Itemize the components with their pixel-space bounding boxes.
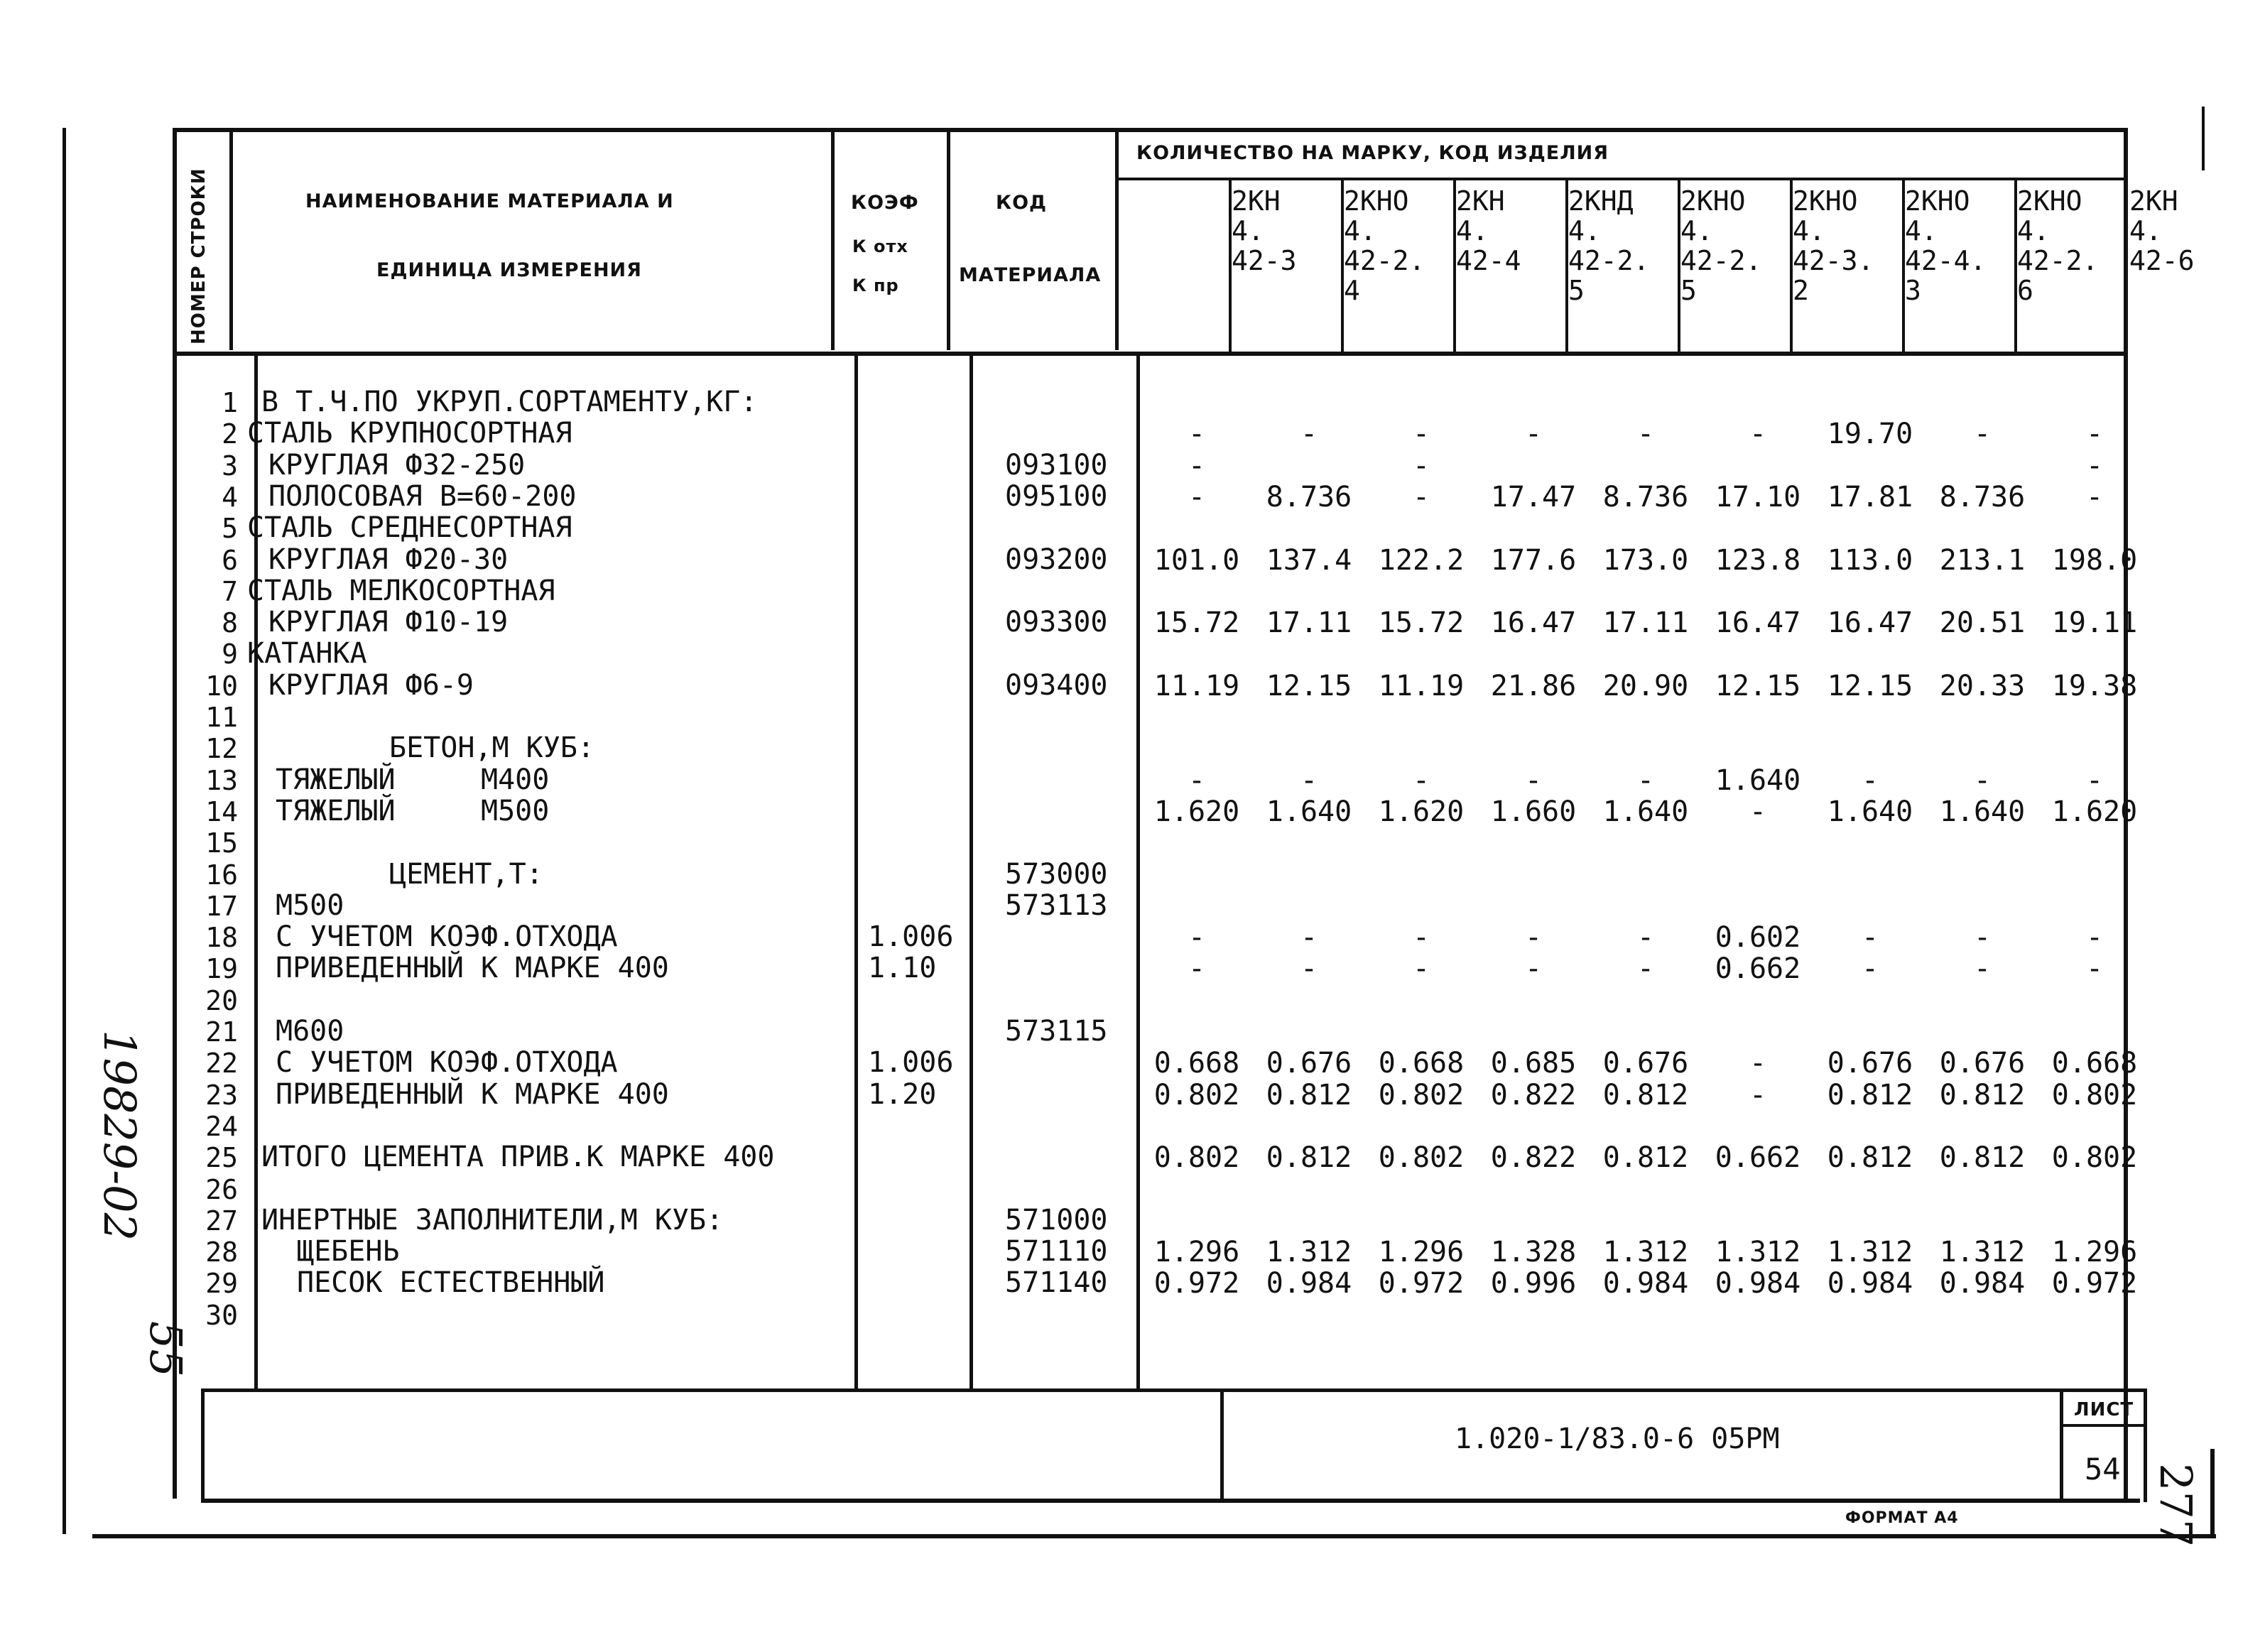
footer-mid-div [1220,1389,1224,1502]
quantity-cell: 12.15 [1715,669,1801,702]
quantity-cell: - [1861,921,1879,955]
material-code: 573115 [1005,1015,1108,1048]
quantity-cell: 0.676 [1827,1047,1913,1080]
material-name: СТАЛЬ МЕЛКОСОРТНАЯ [247,574,555,607]
product-code-line: 42-2. [2017,245,2099,276]
material-code: 573113 [1005,889,1108,922]
product-code-line: 4. [1344,215,1376,246]
quantity-cell: 0.812 [1827,1141,1913,1175]
quantity-cell: 0.984 [1266,1267,1352,1300]
document-code: 1.020-1/83.0-6 05РМ [1455,1423,1780,1455]
coef-waste-sub: К отх [852,237,908,256]
quantity-cell: 1.312 [1715,1236,1801,1269]
quantity-cell: 1.312 [1827,1236,1913,1269]
quantity-cell: 20.33 [1939,669,2026,702]
quantity-cell: 17.47 [1490,480,1577,513]
product-code-line: 2КН [2129,185,2178,217]
quantity-cell: 137.4 [1266,543,1352,577]
quantity-cell: - [1636,763,1655,797]
quantity-cell: - [1524,763,1543,797]
material-name: ПРИВЕДЕННЫЙ К МАРКЕ 400 [276,1077,669,1111]
quantity-cell: 15.72 [1378,607,1465,640]
material-name: ЦЕМЕНТ,Т: [389,857,543,891]
material-name: СТАЛЬ КРУПНОСОРТНАЯ [247,417,572,450]
product-code-line: 2КНО [1793,185,1858,217]
code-header-2: МАТЕРИАЛА [959,264,1102,286]
sheet-number: 54 [2085,1452,2121,1487]
product-code-line: 6 [2017,275,2033,306]
right-stamp-number: 277 [2150,1463,2202,1548]
row-number: 4 [222,481,238,513]
row-number-header: НОМЕР СТРОКИ [188,168,210,344]
frame-left [173,128,177,1499]
quantity-cell: 0.802 [1153,1141,1240,1175]
row-number: 9 [222,638,238,670]
quantity-cell: - [1412,952,1430,986]
footer-right-line [2144,1389,2147,1502]
quantity-cell: 20.51 [1939,607,2026,640]
quantity-cell: - [1300,952,1318,986]
row-number: 6 [222,544,238,576]
coefficient: 1.10 [868,952,937,985]
quantity-cell: 113.0 [1827,543,1913,577]
quantity-header: КОЛИЧЕСТВО НА МАРКУ, КОД ИЗДЕЛИЯ [1136,142,1609,164]
quantity-cell: - [1749,1078,1767,1112]
quantity-cell: - [2085,480,2104,513]
quantity-cell: 15.72 [1153,607,1240,640]
quantity-cell: - [2085,952,2104,986]
material-code: 573000 [1005,857,1108,891]
qty-header-sep [1115,178,2126,180]
col-div-name-body [854,355,858,1389]
quantity-cell: 0.972 [1378,1267,1465,1300]
quantity-cell: 0.984 [1602,1267,1689,1300]
product-code-line: 4. [1456,215,1489,246]
product-code-line: 2КНО [1344,185,1409,217]
coefficient: 1.20 [868,1077,937,1111]
quantity-cell: 0.812 [1266,1078,1352,1112]
quantity-cell: - [1412,480,1430,513]
quantity-cell: 8.736 [1602,480,1689,513]
material-name: С УЧЕТОМ КОЭФ.ОТХОДА [276,1046,618,1080]
quantity-cell: 1.296 [1378,1236,1465,1269]
row-number: 13 [205,764,238,796]
product-code-line: 42-3. [1793,245,1874,276]
quantity-cell: - [1300,418,1318,451]
material-name: КРУГЛАЯ Ф6-9 [268,668,474,702]
quantity-cell: 1.620 [1153,795,1240,828]
material-name: ПЕСОК ЕСТЕСТВЕННЫЙ [297,1266,605,1300]
product-code-line: 4. [1232,215,1264,246]
row-number: 27 [205,1205,238,1237]
material-code: 093200 [1005,543,1108,576]
row-number: 20 [205,984,238,1016]
quantity-cell: 19.70 [1827,418,1913,451]
row-number: 22 [205,1048,238,1080]
product-code-line: 4. [2017,215,2050,246]
quantity-cell: - [1524,921,1543,955]
quantity-cell: 0.602 [1715,921,1801,955]
coefficient: 1.006 [868,920,954,954]
quantity-cell: - [2085,449,2104,482]
coef-header: КОЭФ [851,192,919,214]
quantity-cell: 1.620 [2051,795,2138,828]
quantity-cell: 123.8 [1715,543,1801,577]
quantity-cell: - [1861,763,1879,797]
product-code-line: 42-4 [1456,245,1521,276]
coefficient: 1.006 [868,1046,954,1080]
quantity-cell: 1.660 [1490,795,1577,828]
quantity-cell: - [1973,921,1992,955]
quantity-cell: 17.10 [1715,480,1801,513]
quantity-cell: 16.47 [1827,607,1913,640]
material-name-header-1: НАИМЕНОВАНИЕ МАТЕРИАЛА И [305,190,674,212]
row-number: 10 [205,670,238,702]
row-number: 30 [205,1299,238,1331]
product-code-line: 42-3 [1232,245,1297,276]
quantity-cell: 1.312 [1602,1236,1689,1269]
quantity-cell: - [1188,449,1206,482]
row-number: 7 [222,575,238,607]
quantity-cell: 1.312 [1939,1236,2026,1269]
frame-bottom [201,1499,2140,1503]
quantity-cell: 0.802 [1153,1078,1240,1112]
quantity-cell: 0.972 [2051,1267,2138,1300]
row-number: 18 [205,922,238,954]
material-code: 095100 [1005,479,1108,513]
quantity-cell: 0.676 [1602,1047,1689,1080]
quantity-cell: 16.47 [1490,607,1577,640]
quantity-cell: - [2085,921,2104,955]
product-code-header [2017,186,2098,305]
quantity-cell: 0.662 [1715,952,1801,986]
quantity-cell: 1.640 [1602,795,1689,828]
quantity-cell: 11.19 [1378,669,1465,702]
quantity-cell: 12.15 [1827,669,1913,702]
product-code-line: 2 [1793,275,1809,306]
quantity-cell: 213.1 [1939,543,2026,577]
material-name: ИНЕРТНЫЕ ЗАПОЛНИТЕЛИ,М КУБ: [261,1203,724,1237]
material-code: 571140 [1005,1266,1108,1300]
quantity-cell: - [1636,418,1655,451]
quantity-cell: 1.640 [1939,795,2026,828]
material-name: ПРИВЕДЕННЫЙ К МАРКЕ 400 [276,952,669,985]
material-name: КРУГЛАЯ Ф32-250 [268,448,526,482]
quantity-cell: 1.296 [1153,1236,1240,1269]
product-code-header [2129,186,2195,276]
quantity-cell: 0.668 [1153,1047,1240,1080]
quantity-cell: - [1412,449,1430,482]
row-number: 21 [205,1016,238,1048]
quantity-cell: 17.11 [1602,607,1689,640]
row-number: 23 [205,1079,238,1111]
quantity-cell: 0.802 [2051,1078,2138,1112]
product-code-line: 42-2. [1344,245,1425,276]
material-code: 093100 [1005,448,1108,482]
product-code-header [1344,186,1425,305]
quantity-cell: 0.676 [1266,1047,1352,1080]
quantity-cell: 0.984 [1715,1267,1801,1300]
product-code-line: 2КН [1456,185,1505,217]
col-div-rownum-body [254,355,258,1389]
quantity-cell: 17.11 [1266,607,1352,640]
quantity-cell: 0.984 [1939,1267,2026,1300]
col-div-coef-body [969,355,973,1389]
quantity-cell: - [1636,921,1655,955]
quantity-cell: 0.662 [1715,1141,1801,1175]
material-name: ПОЛОСОВАЯ В=60-200 [268,479,577,513]
quantity-cell: - [1188,418,1206,451]
material-name-header-2: ЕДИНИЦА ИЗМЕРЕНИЯ [376,259,642,281]
material-name: ТЯЖЕЛЫЙ М400 [276,763,550,796]
material-name: КРУГЛАЯ Ф20-30 [268,543,509,576]
quantity-cell: 101.0 [1153,543,1240,577]
quantity-cell: 0.812 [1602,1078,1689,1112]
row-number: 14 [205,795,238,827]
product-code-line: 4. [1680,215,1713,246]
material-code: 093300 [1005,606,1108,639]
product-code-line: 4. [1568,215,1601,246]
row-number: 25 [205,1142,238,1174]
quantity-cell: 12.15 [1266,669,1352,702]
row-number: 17 [205,890,238,922]
quantity-cell: 20.90 [1602,669,1689,702]
row-number: 16 [205,859,238,891]
material-name: С УЧЕТОМ КОЭФ.ОТХОДА [276,920,618,954]
product-code-line: 4. [2129,215,2162,246]
row-number: 28 [205,1237,238,1268]
col-div-code [1115,128,1119,350]
quantity-cell: 1.640 [1827,795,1913,828]
product-code-line: 42-6 [2129,245,2195,276]
material-name: ИТОГО ЦЕМЕНТА ПРИВ.К МАРКЕ 400 [261,1141,775,1174]
quantity-cell: 0.822 [1490,1078,1577,1112]
quantity-cell: 0.996 [1490,1267,1577,1300]
quantity-cell: - [1412,418,1430,451]
footer-sheet-div [2060,1389,2063,1502]
quantity-cell: 1.328 [1490,1236,1577,1269]
quantity-cell: - [1749,1047,1767,1080]
row-number: 11 [205,702,238,733]
product-code-line: 5 [1680,275,1697,306]
product-code-line: 2КНД [1568,185,1634,217]
row-number: 19 [205,953,238,985]
col-div-rownum [229,128,233,350]
material-name: СТАЛЬ СРЕДНЕСОРТНАЯ [247,511,572,545]
quantity-cell: 173.0 [1602,543,1689,577]
quantity-cell: 8.736 [1939,480,2026,513]
quantity-cell: - [1749,418,1767,451]
quantity-cell: 0.668 [2051,1047,2138,1080]
quantity-cell: 1.640 [1266,795,1352,828]
row-number: 12 [205,733,238,765]
row-number: 1 [222,387,238,418]
row-number: 2 [222,418,238,450]
footer-left-line [201,1389,205,1502]
quantity-cell: - [1412,921,1430,955]
outer-left-margin-line [63,128,66,1534]
material-name: БЕТОН,М КУБ: [389,732,594,765]
quantity-cell: - [2085,763,2104,797]
footer-top-line [201,1389,2147,1392]
quantity-cell: 1.640 [1715,763,1801,797]
quantity-cell: - [1188,952,1206,986]
col-div-coef [947,128,950,350]
quantity-cell: - [1749,795,1767,828]
quantity-cell: 0.676 [1939,1047,2026,1080]
product-code-line: 2КНО [1905,185,1970,217]
quantity-cell: 16.47 [1715,607,1801,640]
quantity-cell: 122.2 [1378,543,1465,577]
sheet-label: ЛИСТ [2074,1399,2134,1420]
product-code-header [1793,186,1874,305]
material-name: ТЯЖЕЛЫЙ М500 [276,794,550,827]
quantity-cell: 0.812 [1266,1141,1352,1175]
material-name: ЩЕБЕНЬ [297,1235,400,1268]
margin-page-number: 55 [140,1321,192,1377]
product-code-header [1568,186,1649,305]
outer-bottom-line [92,1534,2216,1538]
quantity-cell: - [1188,921,1206,955]
product-code-header [1232,186,1297,276]
col-div-name [831,128,835,350]
header-bottom-line [173,352,2126,356]
quantity-cell: - [1861,952,1879,986]
row-number: 26 [205,1173,238,1205]
product-code-line: 4. [1793,215,1825,246]
row-number: 24 [205,1110,238,1142]
quantity-cell: 19.38 [2051,669,2138,702]
product-code-line: 3 [1905,275,1921,306]
product-code-line: 42-2. [1568,245,1650,276]
coef-reduced-sub: К пр [852,276,899,295]
quantity-cell: 17.81 [1827,480,1913,513]
quantity-cell: 0.685 [1490,1047,1577,1080]
quantity-cell: 11.19 [1153,669,1240,702]
product-code-line: 2КН [1232,185,1281,217]
material-code: 093400 [1005,668,1108,702]
quantity-cell: 1.620 [1378,795,1465,828]
product-code-line: 42-2. [1680,245,1762,276]
quantity-cell: 177.6 [1490,543,1577,577]
quantity-cell: 0.812 [1827,1078,1913,1112]
quantity-cell: 0.812 [1602,1141,1689,1175]
quantity-cell: 1.296 [2051,1236,2138,1269]
material-name: КАТАНКА [247,637,367,670]
quantity-cell: - [1973,952,1992,986]
material-name: М500 [276,889,344,922]
quantity-cell: - [1188,763,1206,797]
quantity-cell: 0.812 [1939,1078,2026,1112]
col-div-code-body [1136,355,1140,1389]
product-code-line: 4. [1905,215,1938,246]
material-name: М600 [276,1015,344,1048]
margin-doc-number: 19829-02 [94,1030,146,1241]
quantity-cell: 0.802 [2051,1141,2138,1175]
row-number: 15 [205,827,238,859]
quantity-cell: - [1524,952,1543,986]
row-number: 29 [205,1268,238,1300]
quantity-cell: 0.812 [1939,1141,2026,1175]
format-label: ФОРМАТ А4 [1845,1509,1959,1527]
quantity-cell: 0.802 [1378,1078,1465,1112]
quantity-cell: - [1412,763,1430,797]
material-code: 571110 [1005,1235,1108,1268]
quantity-cell: 0.984 [1827,1267,1913,1300]
quantity-cell: - [1300,763,1318,797]
quantity-cell: - [1524,418,1543,451]
product-code-line: 5 [1568,275,1585,306]
material-name: В Т.Ч.ПО УКРУП.СОРТАМЕНТУ,КГ: [261,386,758,418]
product-code-line: 2КНО [1680,185,1746,217]
product-code-header [1680,186,1761,305]
row-number: 5 [222,513,238,545]
quantity-cell: - [1636,952,1655,986]
product-code-line: 2КНО [2017,185,2082,217]
quantity-cell: 0.668 [1378,1047,1465,1080]
quantity-cell: 21.86 [1490,669,1577,702]
code-header-1: КОД [996,192,1048,214]
footer-sheet-sep [2060,1424,2145,1427]
product-code-header [1905,186,1986,305]
quantity-cell: - [1973,763,1992,797]
quantity-cell: 0.972 [1153,1267,1240,1300]
quantity-cell: - [1973,418,1992,451]
quantity-cell: - [1300,921,1318,955]
outer-right-margin-line [2202,107,2205,170]
quantity-cell: - [1188,480,1206,513]
outer-right-line [2210,1449,2215,1538]
quantity-cell: 0.822 [1490,1141,1577,1175]
quantity-cell: 198.0 [2051,543,2138,577]
quantity-cell: 1.312 [1266,1236,1352,1269]
row-number: 3 [222,450,238,482]
row-number: 8 [222,607,238,639]
product-code-header [1456,186,1521,276]
quantity-cell: 19.11 [2051,607,2138,640]
product-code-line: 4 [1344,275,1360,306]
quantity-cell: 8.736 [1266,480,1352,513]
material-name: КРУГЛАЯ Ф10-19 [268,606,509,639]
frame-top [173,128,2126,132]
quantity-cell: - [2085,418,2104,451]
product-code-line: 42-4. [1905,245,1987,276]
quantity-cell: 0.802 [1378,1141,1465,1175]
material-code: 571000 [1005,1203,1108,1237]
